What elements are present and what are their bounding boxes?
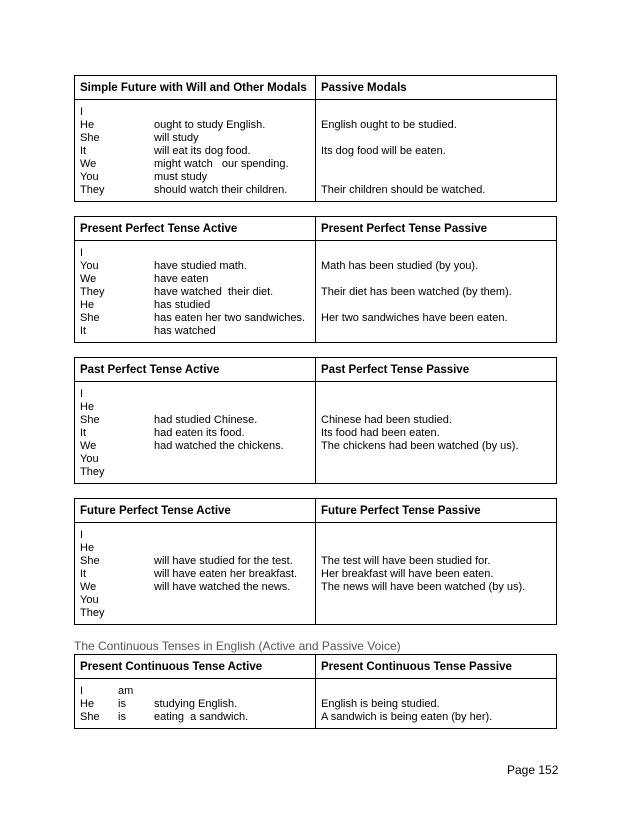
- subject-pronoun: She: [80, 711, 100, 723]
- subject-pronoun: I: [80, 685, 84, 697]
- left-header: Future Perfect Tense Active: [75, 499, 316, 523]
- subject-pronoun: I: [80, 529, 84, 541]
- example-line: [321, 711, 556, 724]
- body-row: [75, 100, 557, 202]
- example-line: [321, 542, 556, 555]
- subject-pronoun: I: [80, 247, 84, 259]
- passive-sentence: Their diet has been watched (by them).: [321, 286, 512, 298]
- example-line: [80, 325, 315, 338]
- body-row: [75, 382, 557, 484]
- passive-examples: [316, 241, 557, 343]
- active-sentence: will have watched the news.: [154, 581, 291, 593]
- passive-sentence: Her breakfast will have been eaten.: [321, 568, 494, 580]
- subject-pronoun: They: [80, 466, 105, 478]
- subject-pronoun: You: [80, 260, 99, 272]
- active-sentence: has watched: [154, 325, 216, 337]
- example-line: [321, 568, 556, 581]
- passive-sentence: The chickens had been watched (by us).: [321, 440, 519, 452]
- example-line: [321, 171, 556, 184]
- passive-sentence: English is being studied.: [321, 698, 440, 710]
- passive-sentence: Their children should be watched.: [321, 184, 486, 196]
- passive-sentence: A sandwich is being eaten (by her).: [321, 711, 493, 723]
- example-line: [80, 555, 315, 568]
- active-examples: [75, 679, 316, 729]
- example-line: [80, 568, 315, 581]
- example-line: [80, 158, 315, 171]
- subject-pronoun: She: [80, 132, 100, 144]
- subject-pronoun: They: [80, 286, 105, 298]
- future-perfect-table: [74, 498, 557, 625]
- active-sentence: eating a sandwich.: [154, 711, 249, 723]
- subject-pronoun: They: [80, 184, 105, 196]
- subject-pronoun: It: [80, 145, 87, 157]
- example-line: [321, 184, 556, 197]
- example-line: [80, 286, 315, 299]
- right-header: Future Perfect Tense Passive: [316, 499, 557, 523]
- present-perfect-table: [74, 216, 557, 343]
- right-header: Present Perfect Tense Passive: [316, 217, 557, 241]
- body-row: [75, 679, 557, 729]
- example-line: [80, 607, 315, 620]
- active-sentence: must study: [154, 171, 208, 183]
- example-line: [80, 711, 315, 724]
- subject-pronoun: He: [80, 698, 95, 710]
- active-sentence: had watched the chickens.: [154, 440, 284, 452]
- subject-pronoun: It: [80, 325, 87, 337]
- example-line: [321, 594, 556, 607]
- header-row: [75, 76, 557, 100]
- example-line: [80, 581, 315, 594]
- subject-pronoun: I: [80, 388, 84, 400]
- example-line: [321, 299, 556, 312]
- example-line: [80, 685, 315, 698]
- active-sentence: had studied Chinese.: [154, 414, 258, 426]
- auxiliary-verb: is: [118, 711, 126, 723]
- right-header: Passive Modals: [316, 76, 557, 100]
- example-line: [80, 312, 315, 325]
- passive-sentence: Math has been studied (by you).: [321, 260, 479, 272]
- subject-pronoun: We: [80, 158, 97, 170]
- header-row: [75, 358, 557, 382]
- subject-pronoun: He: [80, 119, 95, 131]
- example-line: [80, 388, 315, 401]
- left-header: Simple Future with Will and Other Modals: [75, 76, 316, 100]
- example-line: [321, 427, 556, 440]
- example-line: [321, 607, 556, 620]
- active-examples: [75, 241, 316, 343]
- passive-sentence: Its food had been eaten.: [321, 427, 440, 439]
- example-line: [321, 685, 556, 698]
- example-line: [80, 529, 315, 542]
- example-line: [321, 260, 556, 273]
- subject-pronoun: It: [80, 427, 87, 439]
- active-sentence: have studied math.: [154, 260, 247, 272]
- example-line: [321, 698, 556, 711]
- passive-examples: [316, 100, 557, 202]
- example-line: [80, 171, 315, 184]
- example-line: [80, 106, 315, 119]
- example-line: [321, 286, 556, 299]
- example-line: [321, 132, 556, 145]
- subject-pronoun: He: [80, 299, 95, 311]
- right-header: Past Perfect Tense Passive: [316, 358, 557, 382]
- example-line: [321, 158, 556, 171]
- passive-examples: [316, 382, 557, 484]
- example-line: [80, 273, 315, 286]
- page-number: Page 152: [507, 763, 559, 777]
- active-sentence: has studied: [154, 299, 211, 311]
- example-line: [321, 388, 556, 401]
- active-sentence: has eaten her two sandwiches.: [154, 312, 306, 324]
- example-line: [321, 466, 556, 479]
- active-sentence: will have eaten her breakfast.: [154, 568, 298, 580]
- subject-pronoun: You: [80, 453, 99, 465]
- passive-sentence: The news will have been watched (by us).: [321, 581, 526, 593]
- section-title: The Continuous Tenses in English (Active and Passive Voice): [74, 639, 401, 653]
- left-header: Present Continuous Tense Active: [75, 655, 316, 679]
- example-line: [321, 401, 556, 414]
- example-line: [80, 542, 315, 555]
- subject-pronoun: They: [80, 607, 105, 619]
- subject-pronoun: You: [80, 171, 99, 183]
- subject-pronoun: She: [80, 414, 100, 426]
- subject-pronoun: We: [80, 440, 97, 452]
- subject-pronoun: It: [80, 568, 87, 580]
- passive-sentence: Her two sandwiches have been eaten.: [321, 312, 508, 324]
- example-line: [80, 594, 315, 607]
- example-line: [80, 698, 315, 711]
- example-line: [321, 440, 556, 453]
- example-line: [321, 325, 556, 338]
- example-line: [321, 581, 556, 594]
- example-line: [80, 132, 315, 145]
- passive-sentence: Its dog food will be eaten.: [321, 145, 446, 157]
- active-sentence: will have studied for the test.: [154, 555, 293, 567]
- subject-pronoun: I: [80, 106, 84, 118]
- example-line: [321, 119, 556, 132]
- example-line: [321, 529, 556, 542]
- left-header: Present Perfect Tense Active: [75, 217, 316, 241]
- auxiliary-verb: am: [118, 685, 134, 697]
- header-row: [75, 217, 557, 241]
- auxiliary-verb: is: [118, 698, 126, 710]
- subject-pronoun: She: [80, 312, 100, 324]
- example-line: [80, 401, 315, 414]
- active-examples: [75, 100, 316, 202]
- past-perfect-table: [74, 357, 557, 484]
- example-line: [80, 145, 315, 158]
- passive-examples: [316, 679, 557, 729]
- present-continuous-table: [74, 654, 557, 729]
- active-sentence: have eaten: [154, 273, 209, 285]
- example-line: [321, 106, 556, 119]
- example-line: [321, 247, 556, 260]
- passive-sentence: The test will have been studied for.: [321, 555, 491, 567]
- active-sentence: will study: [154, 132, 199, 144]
- active-sentence: studying English.: [154, 698, 238, 710]
- active-examples: [75, 382, 316, 484]
- body-row: [75, 523, 557, 625]
- example-line: [80, 299, 315, 312]
- example-line: [80, 466, 315, 479]
- example-line: [321, 145, 556, 158]
- active-sentence: might watch our spending.: [154, 158, 289, 170]
- example-line: [80, 247, 315, 260]
- subject-pronoun: She: [80, 555, 100, 567]
- passive-sentence: Chinese had been studied.: [321, 414, 452, 426]
- example-line: [321, 273, 556, 286]
- header-row: [75, 499, 557, 523]
- active-sentence: have watched their diet.: [154, 286, 274, 298]
- example-line: [80, 119, 315, 132]
- active-sentence: had eaten its food.: [154, 427, 245, 439]
- active-sentence: will eat its dog food.: [154, 145, 251, 157]
- passive-examples: [316, 523, 557, 625]
- header-row: [75, 655, 557, 679]
- body-row: [75, 241, 557, 343]
- subject-pronoun: He: [80, 401, 95, 413]
- right-header: Present Continuous Tense Passive: [316, 655, 557, 679]
- example-line: [80, 260, 315, 273]
- example-line: [321, 555, 556, 568]
- example-line: [321, 453, 556, 466]
- example-line: [80, 414, 315, 427]
- subject-pronoun: He: [80, 542, 95, 554]
- active-sentence: ought to study English.: [154, 119, 266, 131]
- example-line: [80, 440, 315, 453]
- example-line: [80, 453, 315, 466]
- example-line: [80, 184, 315, 197]
- subject-pronoun: You: [80, 594, 99, 606]
- example-line: [80, 427, 315, 440]
- passive-sentence: English ought to be studied.: [321, 119, 457, 131]
- subject-pronoun: We: [80, 581, 97, 593]
- example-line: [321, 312, 556, 325]
- left-header: Past Perfect Tense Active: [75, 358, 316, 382]
- modals-table: [74, 75, 557, 202]
- active-sentence: should watch their children.: [154, 184, 288, 196]
- active-examples: [75, 523, 316, 625]
- subject-pronoun: We: [80, 273, 97, 285]
- example-line: [321, 414, 556, 427]
